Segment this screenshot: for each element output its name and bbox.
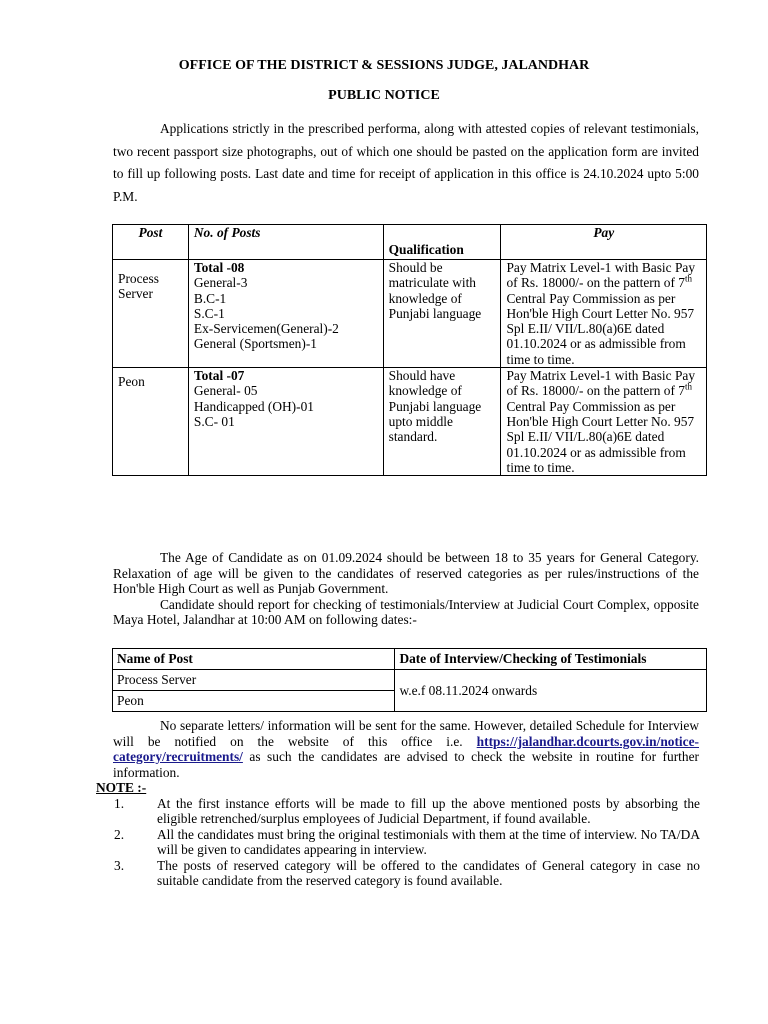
note-number: 1.: [114, 795, 125, 811]
list-item: [96, 827, 700, 858]
note-text: All the candidates must bring the original testimonials with them at the time of interview. No TA/DA will be given to candidates appearing in interview.: [157, 826, 700, 857]
report-text: Candidate should report for checking of testimonials/Interview at Judicial Court Complex, opposite Maya Hotel, Jalandhar at 10:00 AM on following dates:-: [113, 596, 699, 627]
intro-text: Applications strictly in the prescribed performa, along with attested copies of relevant testimonials, two recent passport size photographs, out of which one should be pasted on the application form are invited to fill up following posts. Last date and time for receipt of application in this office is 24.10.2024 upto 5:00 P.M.: [113, 121, 699, 204]
breakdown-item: S.C-1: [193, 305, 225, 321]
note-number: 2.: [114, 826, 125, 842]
post-qualification: Should have knowledge of Punjabi language upto middle standard.: [383, 368, 501, 476]
header-pay: Pay: [501, 225, 707, 260]
recruitment-link[interactable]: https://jalandhar.dcourts.gov.in/notice-category/recruitments/: [113, 733, 699, 764]
dates-post-name: Process Server: [113, 670, 395, 691]
note-title: NOTE :-: [96, 780, 147, 795]
header-name-of-post: Name of Post: [113, 649, 395, 670]
table-row: [113, 670, 707, 691]
notice-title: PUBLIC NOTICE: [328, 88, 440, 103]
note-text: At the first instance efforts will be made to fill up the above mentioned posts by absorbing the eligible retrenched/surplus employees of Judicial Department, if found available.: [157, 795, 700, 826]
breakdown-item: General (Sportsmen)-1: [193, 336, 317, 352]
breakdown-item: General-3: [193, 275, 248, 291]
note-number: 3.: [114, 857, 125, 873]
office-title: OFFICE OF THE DISTRICT & SESSIONS JUDGE, JALANDHAR: [178, 58, 590, 73]
list-item: [96, 858, 700, 889]
breakdown-item: Handicapped (OH)-01: [193, 398, 314, 414]
dates-table-header: [113, 649, 707, 670]
post-total: Total -08: [193, 260, 245, 275]
info-text-before: No separate letters/ information will be sent for the same. However, detailed Schedule for Interview will be notified on the website of this office i.e.: [113, 718, 699, 749]
age-paragraph: [113, 550, 699, 628]
post-pay: Pay Matrix Level-1 with Basic Pay of Rs. 18000/- on the pattern of 7th Central Pay Commission as per Hon'ble High Court Letter No. 957 Spl E.II/ VII/L.80(a)6E dated 01.10.2024 or as admissible from time to time.: [501, 260, 707, 368]
info-text-after: as such the candidates are advised to check the website in routine for further information.: [113, 749, 699, 780]
breakdown-item: S.C- 01: [193, 413, 235, 429]
table-row: [113, 260, 707, 368]
breakdown-item: B.C-1: [193, 290, 227, 306]
posts-table: [112, 224, 707, 476]
header-qualification: Qualification: [383, 225, 501, 260]
post-total: Total -07: [193, 368, 245, 384]
header-no-of-posts: No. of Posts: [188, 225, 383, 260]
header-date-of-interview: Date of Interview/Checking of Testimonials: [395, 649, 707, 670]
post-qualification: Should be matriculate with knowledge of Punjabi language: [383, 260, 501, 368]
dates-post-name: Peon: [113, 691, 395, 712]
info-text: [113, 718, 699, 780]
note-section: [96, 780, 700, 889]
breakdown-item: Ex-Servicemen(General)-2: [193, 321, 339, 337]
interview-date: w.e.f 08.11.2024 onwards: [395, 670, 707, 712]
header-post: Post: [113, 225, 189, 260]
age-text: The Age of Candidate as on 01.09.2024 should be between 18 to 35 years for General Category. Relaxation of age will be given to the candidates of reserved categories as per rules/instructions of the Hon'ble High Court as well as Punjab Government.: [113, 550, 699, 596]
intro-paragraph: [113, 118, 699, 208]
note-text: The posts of reserved category will be offered to the candidates of General category in case no suitable candidate from the reserved category is found available.: [157, 857, 700, 888]
post-pay: Pay Matrix Level-1 with Basic Pay of Rs. 18000/- on the pattern of 7th Central Pay Commission as per Hon'ble High Court Letter No. 957 Spl E.II/ VII/L.80(a)6E dated 01.10.2024 or as admissible from time to time.: [501, 368, 707, 476]
breakdown-item: General- 05: [193, 383, 258, 399]
info-paragraph: [113, 718, 699, 780]
post-name: Peon: [113, 368, 189, 476]
post-name: Process Server: [113, 260, 189, 368]
table-row: [113, 368, 707, 476]
post-count: [188, 368, 383, 476]
post-count: [188, 260, 383, 368]
posts-table-header: [113, 225, 707, 260]
interview-dates-table: [112, 648, 707, 712]
list-item: [96, 796, 700, 827]
